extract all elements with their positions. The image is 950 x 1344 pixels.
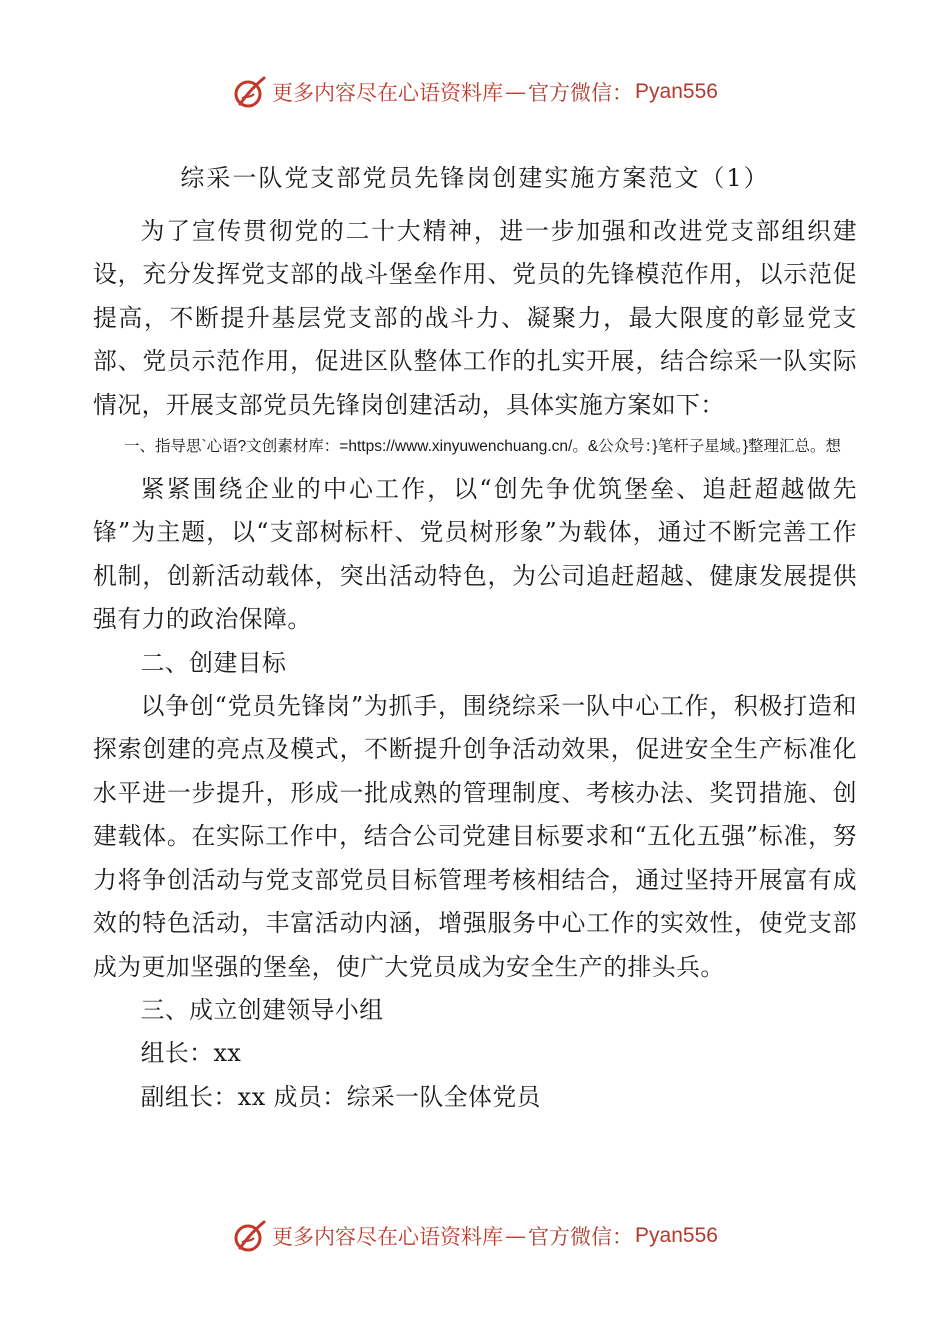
document-title: 综采一队党支部党员先锋岗创建实施方案范文（1） [180,164,770,192]
section-2-heading: 二、创建目标 [140,648,287,677]
watermark-main-text: 更多内容尽在心语资料库 [272,81,504,105]
intro-paragraph: 为了宣传贯彻党的二十大精神，进一步加强和改进党支部组织建设，充分发挥党支部的战斗堡垒作用、党员的先锋模范作用，以示范促提高，不断提升基层党支部的战斗力、凝聚力，最大限度的彰显党支部、党员示范作用，促进区队整体工作的扎实开展，结合综采一队实际情况，开展支部党员先锋岗创建活动，具体实施方案如下： [93,217,857,419]
guiding-paragraph: 紧紧围绕企业的中心工作，以“创先争优筑堡垒、追赶超越做先锋”为主题，以“支部树标杆、党员树形象”为载体，通过不断完善工作机制，创新活动载体，突出活动特色，为公司追赶超越、健康发展提供强有力的政治保障。 [93,475,857,634]
header-watermark [0,72,950,112]
watermark-wechat-id: Pyan556 [635,80,718,103]
watermark-wechat-label: 官方微信： [528,1225,634,1249]
footer-watermark [0,1216,950,1256]
watermark-main-text: 更多内容尽在心语资料库 [272,1225,504,1249]
brush-logo-icon [232,1218,268,1254]
section-3-heading: 三、成立创建领导小组 [140,995,384,1024]
leader-line: 组长：xx [140,1039,242,1068]
watermark-wechat-id: Pyan556 [635,1224,718,1247]
goals-paragraph: 以争创“党员先锋岗”为抓手，围绕综采一队中心工作，积极打造和探索创建的亮点及模式，不断提升创争活动效果，促进安全生产标准化水平进一步提升，形成一批成熟的管理制度、考核办法、奖罚措施、创建载体。在实际工作中，结合公司党建目标要求和“五化五强”标准，努力将争创活动与党支部党员目标管理考核相结合，通过坚持开展富有成效的特色活动，丰富活动内涵，增强服务中心工作的实效性，使党支部成为更加坚强的堡垒，使广大党员成为安全生产的排头兵。 [93,692,857,981]
watermark-dash: — [505,80,527,104]
document-body [93,210,857,1119]
watermark-wechat-label: 官方微信： [528,81,634,105]
brush-logo-icon [232,74,268,110]
section-1-heading-watermarked: 一、指导思`心语?文创素材库：=https://www.xinyuwenchuang.cn/。&公众号：}笔杆子星域。}整理汇总。想 [124,438,842,456]
deputy-members-line: 副组长：xx 成员：综采一队全体党员 [140,1082,541,1111]
watermark-dash: — [505,1224,527,1248]
